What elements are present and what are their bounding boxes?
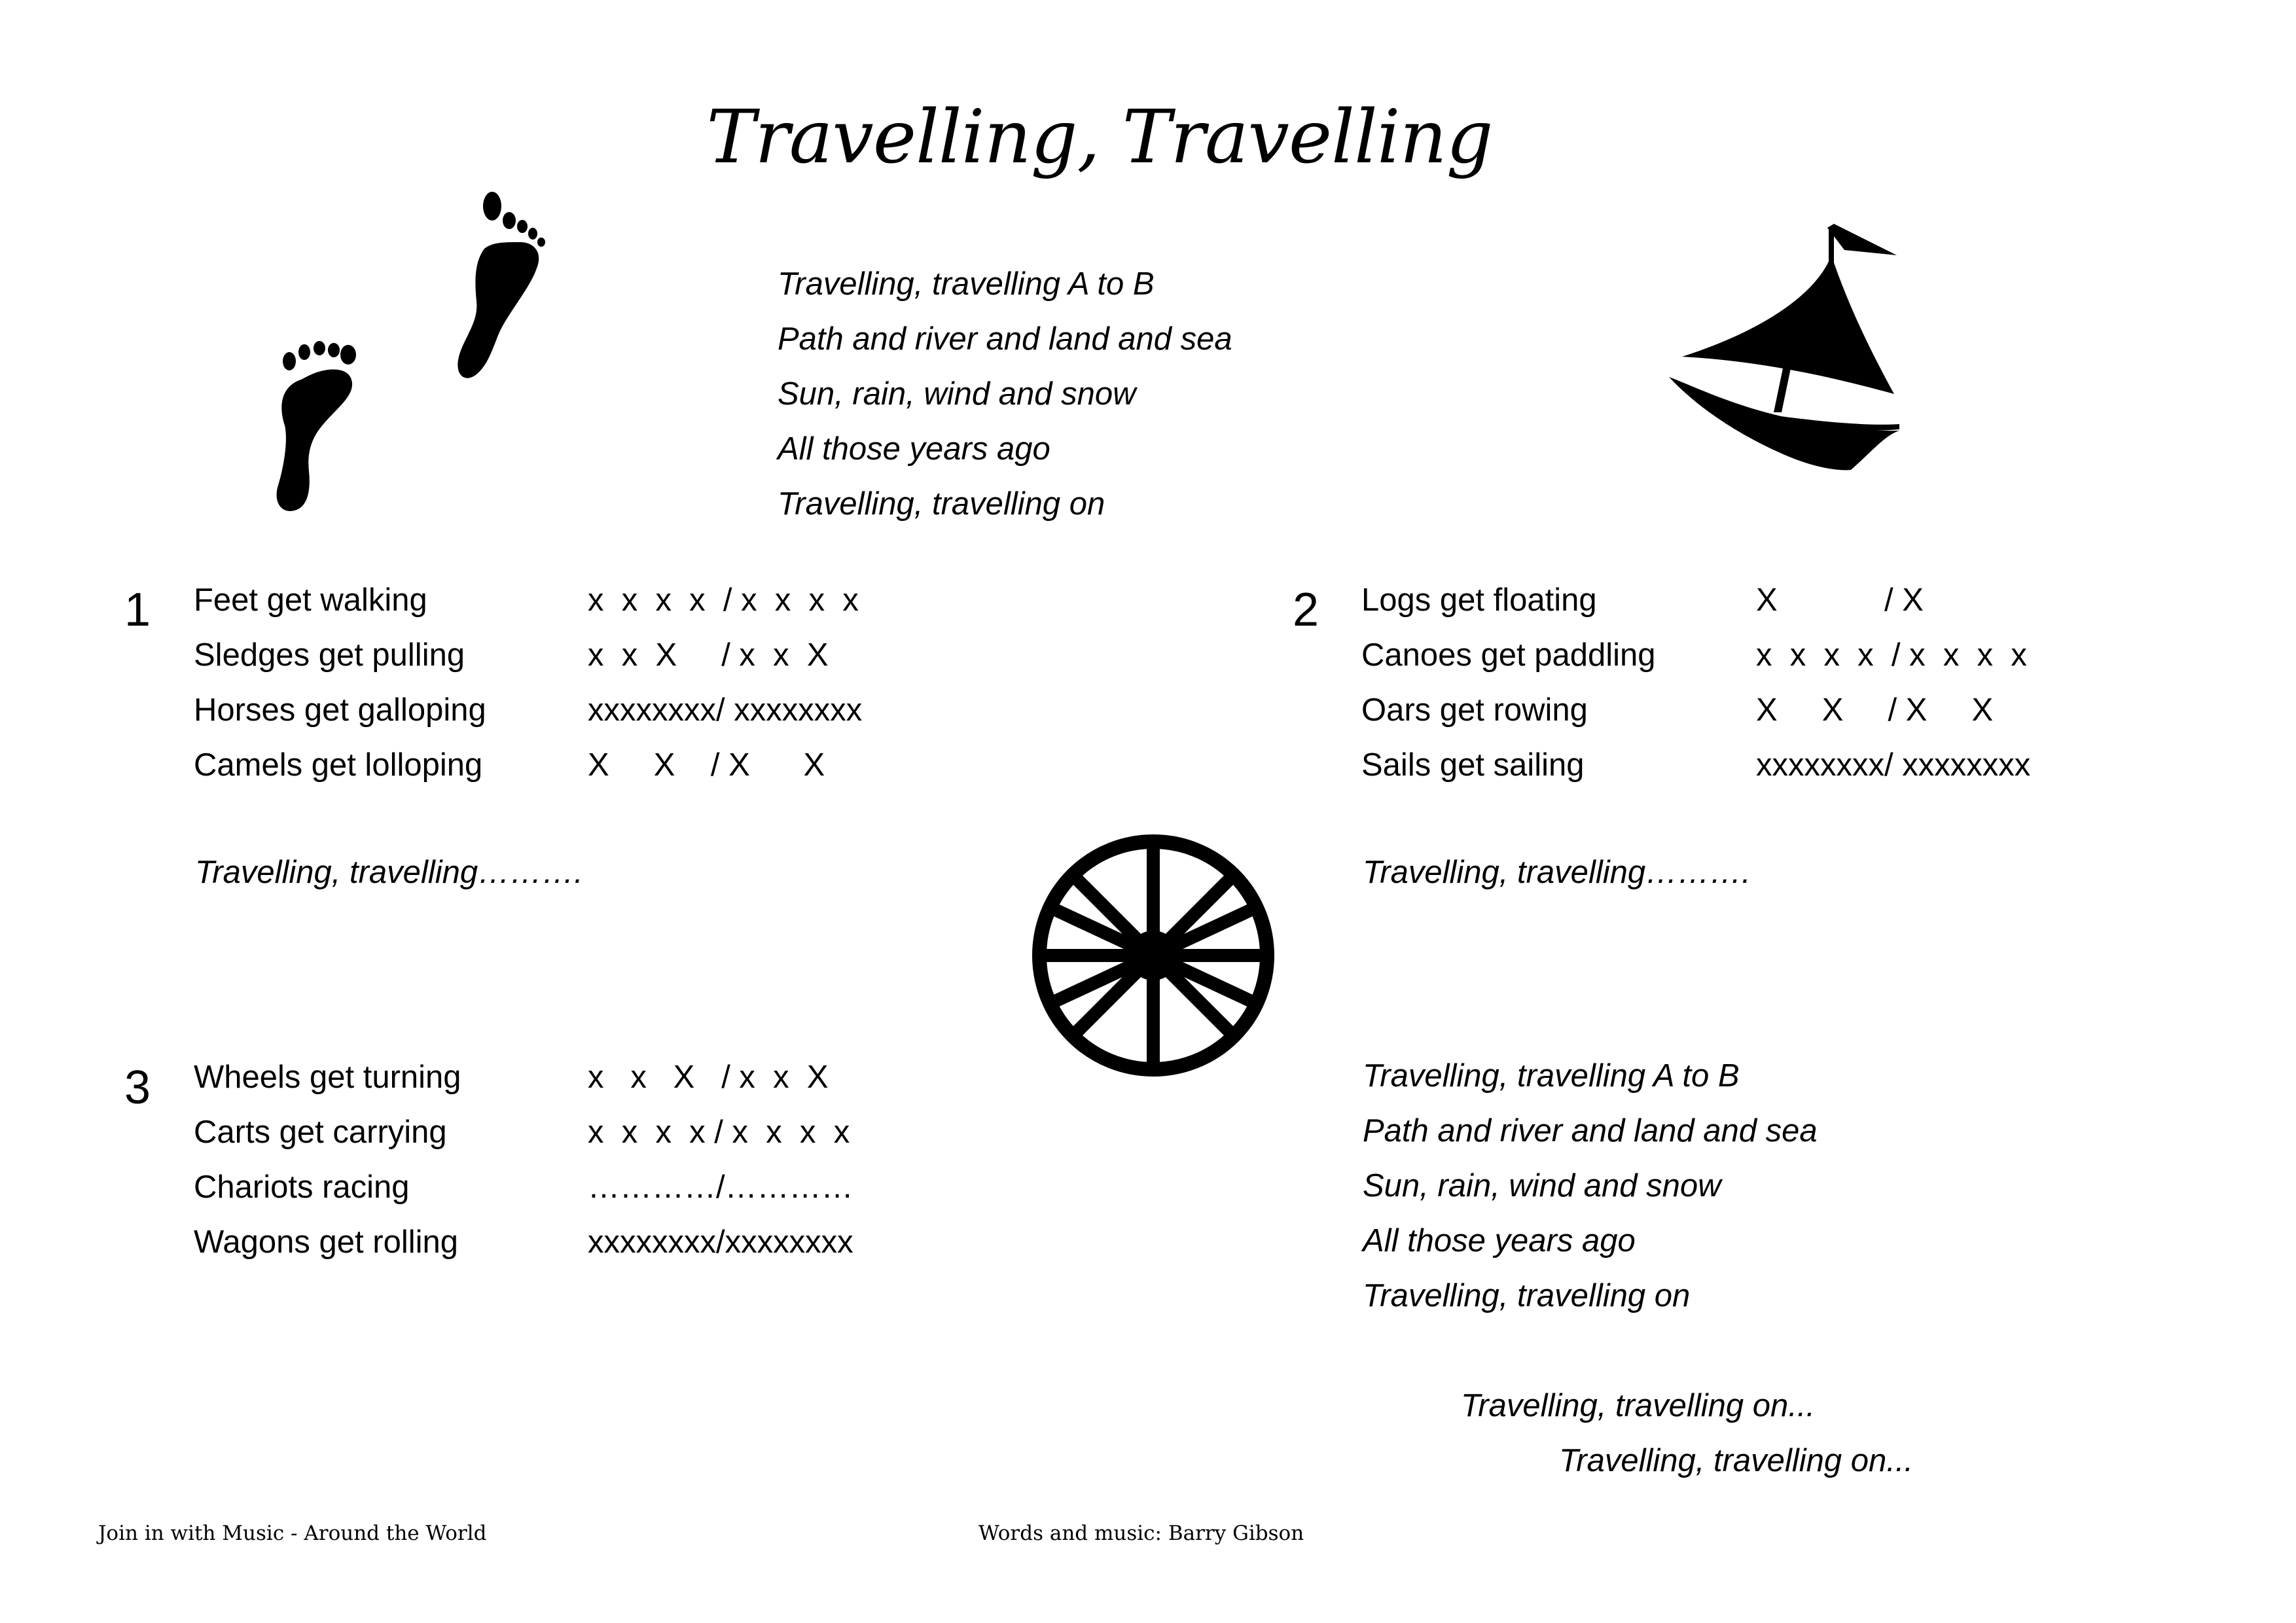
chorus-line: All those years ago bbox=[1363, 1223, 1636, 1258]
verse-refrain: Travelling, travelling………. bbox=[1363, 855, 1751, 890]
lyric: Camels get lolloping bbox=[194, 747, 483, 783]
footer-series: Join in with Music - Around the World bbox=[98, 1522, 487, 1545]
verse-line bbox=[194, 1105, 914, 1160]
rhythm: x x x x / x x x x bbox=[1756, 637, 2027, 673]
rhythm: xxxxxxxx/xxxxxxxx bbox=[588, 1224, 853, 1260]
verse-line bbox=[1361, 628, 2147, 683]
lyric: Wagons get rolling bbox=[194, 1224, 459, 1260]
lyric: Sledges get pulling bbox=[194, 637, 465, 673]
verse-line bbox=[194, 628, 914, 683]
lyric: Carts get carrying bbox=[194, 1115, 447, 1150]
rhythm: x x X / x x X bbox=[588, 637, 829, 673]
footer-credits: Words and music: Barry Gibson bbox=[978, 1522, 1304, 1545]
page-title: Travelling, Travelling bbox=[706, 95, 1493, 180]
rhythm: X / X bbox=[1756, 582, 1924, 618]
verse-line bbox=[194, 573, 914, 628]
ending-line: Travelling, travelling on... bbox=[1559, 1443, 1914, 1478]
footprints-icon bbox=[262, 190, 563, 517]
verse-line bbox=[1361, 683, 2147, 738]
rhythm: x x x x / x x x x bbox=[588, 582, 859, 618]
chorus-line: Travelling, travelling on bbox=[778, 486, 1105, 522]
wheel-icon bbox=[1028, 830, 1280, 1082]
verse-2 bbox=[1361, 573, 2147, 793]
lyric: Canoes get paddling bbox=[1361, 637, 1656, 673]
lyric: Feet get walking bbox=[194, 582, 427, 618]
rhythm: X X / X X bbox=[588, 747, 825, 783]
chorus-line: Travelling, travelling A to B bbox=[1363, 1058, 1740, 1094]
verse-number: 1 bbox=[124, 584, 151, 636]
verse-line bbox=[1361, 738, 2147, 793]
verse-refrain: Travelling, travelling………. bbox=[195, 855, 583, 890]
chorus-bottom bbox=[1363, 1048, 1818, 1323]
verse-line bbox=[194, 1215, 914, 1270]
verse-3 bbox=[194, 1050, 914, 1270]
verse-line bbox=[194, 1160, 914, 1215]
verse-number: 2 bbox=[1293, 584, 1319, 636]
chorus-line: Sun, rain, wind and snow bbox=[778, 376, 1136, 412]
rhythm: xxxxxxxx/ xxxxxxxx bbox=[1756, 747, 2031, 783]
rhythm: X X / X X bbox=[1756, 692, 1994, 728]
ending-line: Travelling, travelling on... bbox=[1461, 1388, 1816, 1423]
lyric: Oars get rowing bbox=[1361, 692, 1588, 728]
verse-1 bbox=[194, 573, 914, 793]
chorus-line: Travelling, travelling A to B bbox=[778, 266, 1155, 302]
rhythm: …………/………… bbox=[588, 1169, 853, 1205]
chorus-line: Travelling, travelling on bbox=[1363, 1278, 1691, 1313]
rhythm: x x x x / x x x x bbox=[588, 1115, 850, 1150]
verse-line bbox=[194, 1050, 914, 1105]
chorus-line: Path and river and land and sea bbox=[778, 321, 1232, 357]
verse-line bbox=[194, 683, 914, 738]
lyric: Horses get galloping bbox=[194, 692, 486, 728]
verse-line bbox=[194, 738, 914, 793]
lyric: Logs get floating bbox=[1361, 582, 1597, 618]
chorus-line: All those years ago bbox=[778, 431, 1050, 467]
sailboat-icon bbox=[1662, 223, 1911, 478]
lyric: Wheels get turning bbox=[194, 1060, 461, 1095]
chorus-line: Sun, rain, wind and snow bbox=[1363, 1168, 1721, 1204]
lyric: Chariots racing bbox=[194, 1169, 410, 1205]
rhythm: xxxxxxxx/ xxxxxxxx bbox=[588, 692, 863, 728]
lyric: Sails get sailing bbox=[1361, 747, 1585, 783]
rhythm: x x X / x x X bbox=[588, 1060, 829, 1095]
verse-number: 3 bbox=[124, 1061, 151, 1114]
chorus-line: Path and river and land and sea bbox=[1363, 1113, 1818, 1149]
verse-line bbox=[1361, 573, 2147, 628]
chorus-top bbox=[778, 257, 1232, 531]
